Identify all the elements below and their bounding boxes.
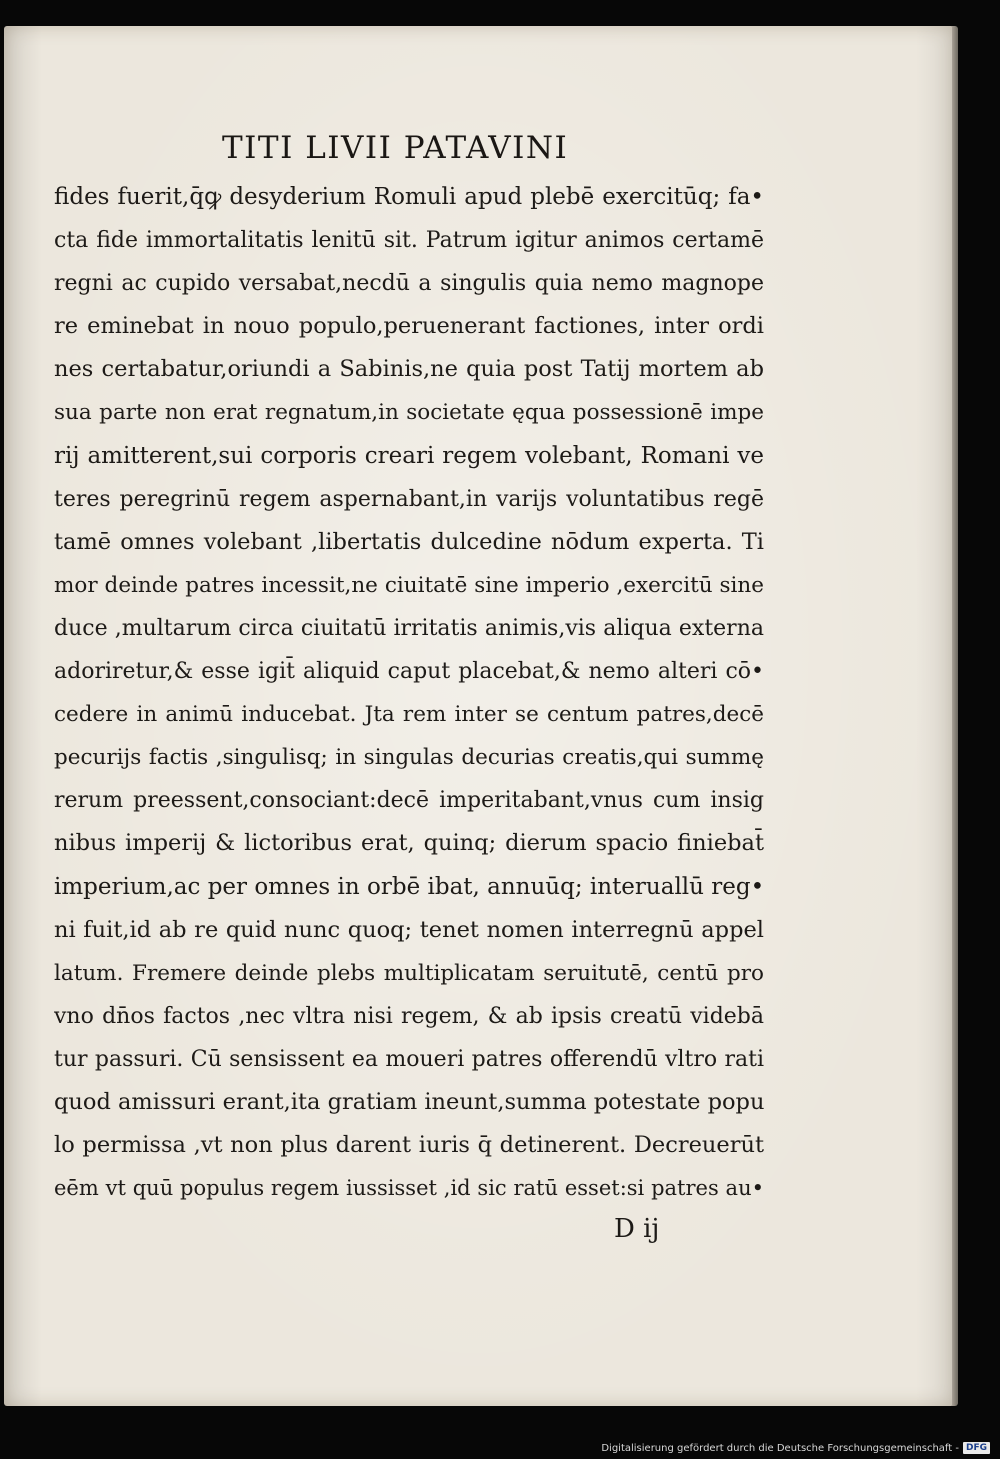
text-line: sua parte non erat regnatum,in societate ęqua possessionē impe bbox=[54, 400, 764, 426]
text-line: rerum preessent,consociant:decē imperitabant,vnus cum insig bbox=[54, 788, 764, 814]
text-line: lo permissa ,vt non plus darent iuris q̄ detinerent. Decreuerūt bbox=[54, 1132, 764, 1159]
text-line: teres peregrinū regem aspernabant,in varijs voluntatibus regē bbox=[54, 486, 764, 512]
text-line: adoriretur,& esse igit̄ aliquid caput placebat,& nemo alteri cō• bbox=[54, 659, 764, 685]
text-line: rij amitterent,sui corporis creari regem volebant, Romani ve bbox=[54, 442, 764, 469]
dfg-logo-icon: DFG bbox=[963, 1442, 990, 1454]
text-line: eēm vt quū populus regem iussisset ,id sic ratū esset:si patres au• bbox=[54, 1176, 764, 1201]
text-line: fides fuerit,q̄ꝙ desyderium Romuli apud plebē exercitūq; fa• bbox=[54, 184, 764, 210]
text-line: cedere in animū inducebat. Jta rem inter se centum patres,decē bbox=[54, 702, 764, 728]
signature-mark: D ij bbox=[614, 1214, 660, 1244]
text-line: latum. Fremere deinde plebs multiplicatam seruitutē, centū pro bbox=[54, 960, 764, 986]
footer-credit-text: Digitalisierung gefördert durch die Deutsche Forschungsgemeinschaft - bbox=[601, 1442, 959, 1454]
text-line: imperium,ac per omnes in orbē ibat, annuūq; interuallū reg• bbox=[54, 873, 764, 900]
text-line: vno dn̄os factos ,nec vltra nisi regem, & ab ipsis creatū videbā bbox=[54, 1003, 764, 1029]
text-line: ni fuit,id ab re quid nunc quoq; tenet nomen interregnū appel bbox=[54, 916, 764, 943]
text-line: tur passuri. Cū sensissent ea moueri patres offerendū vltro rati bbox=[54, 1046, 764, 1072]
text-block bbox=[54, 176, 764, 1210]
text-line: regni ac cupido versabat,necdū a singulis quia nemo magnope bbox=[54, 271, 764, 297]
text-line: quod amissuri erant,ita gratiam ineunt,summa potestate popu bbox=[54, 1088, 764, 1115]
text-line: tamē omnes volebant ,libertatis dulcedine nōdum experta. Ti bbox=[54, 528, 764, 555]
text-line: mor deinde patres incessit,ne ciuitatē sine imperio ,exercitū sine bbox=[54, 572, 764, 598]
text-line: nes certabatur,oriundi a Sabinis,ne quia post Tatij mortem ab bbox=[54, 356, 764, 383]
running-head: TITI LIVII PATAVINI bbox=[222, 130, 569, 166]
text-line: pecurijs factis ,singulisq; in singulas decurias creatis,qui summę bbox=[54, 745, 764, 771]
text-line: nibus imperij & lictoribus erat, quinq; dierum spacio finiebat̄ bbox=[54, 830, 764, 857]
page-edge bbox=[952, 26, 958, 1406]
text-line: duce ,multarum circa ciuitatū irritatis animis,vis aliqua externa bbox=[54, 615, 764, 641]
text-line: cta fide immortalitatis lenitū sit. Patrum igitur animos certamē bbox=[54, 228, 764, 254]
book-page bbox=[4, 26, 954, 1406]
text-line: re eminebat in nouo populo,peruenerant factiones, inter ordi bbox=[54, 313, 764, 340]
footer-credit bbox=[601, 1440, 990, 1456]
